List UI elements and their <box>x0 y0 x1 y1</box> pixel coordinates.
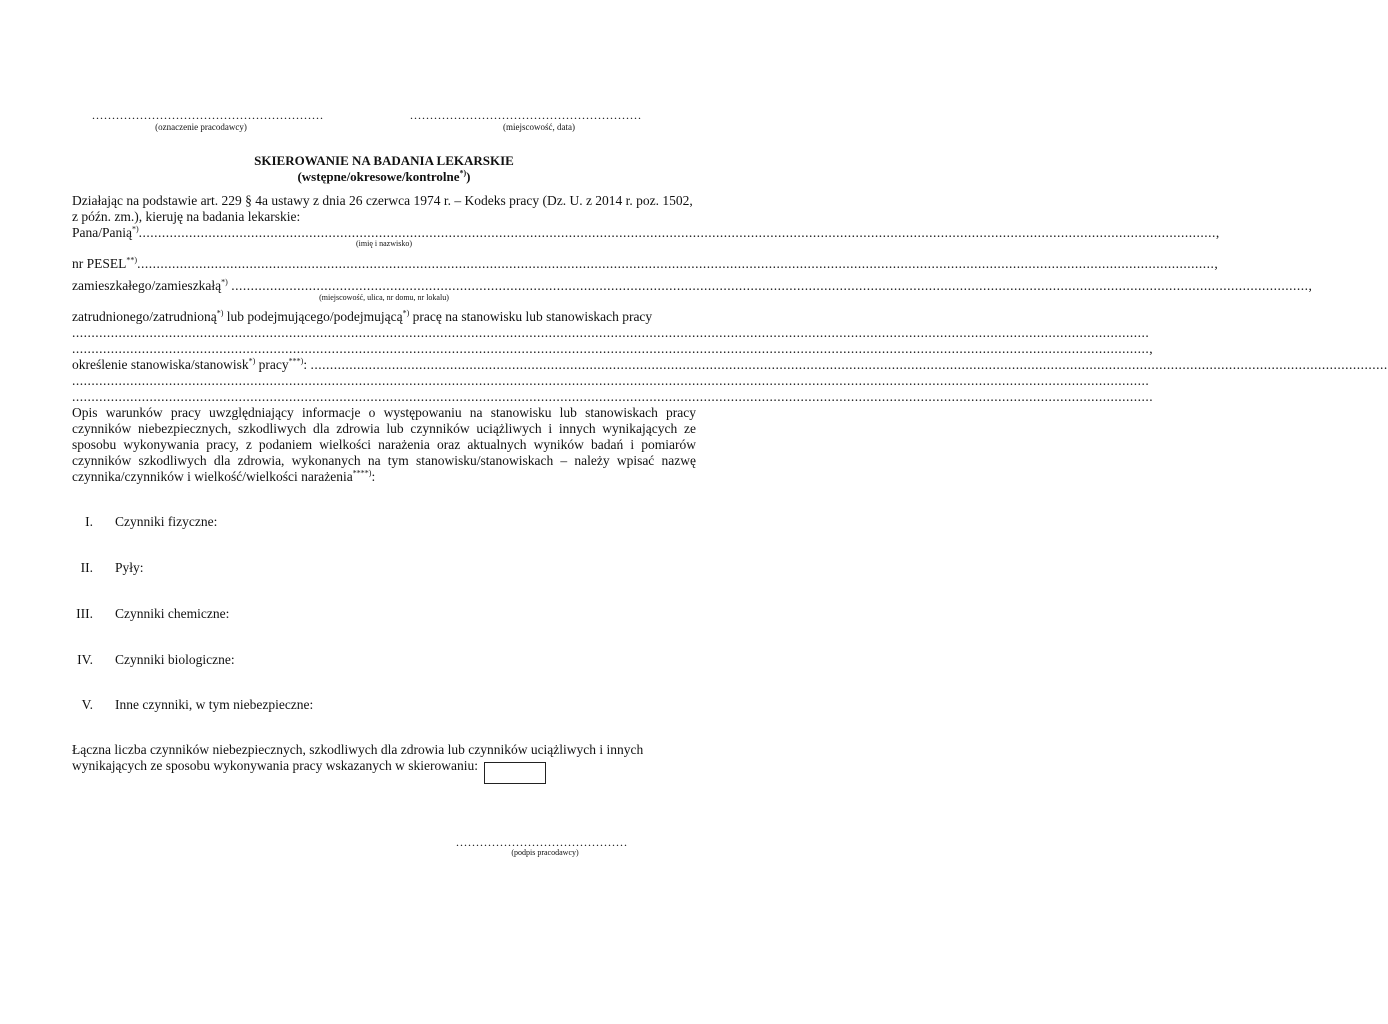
place-date-line[interactable]: .......................................................... <box>410 108 642 122</box>
factor-5-number: V. <box>81 697 93 712</box>
workplace-line-2[interactable]: ...................................................................................................................................................................................................................................................................................... , <box>72 341 1153 356</box>
name-label: Pana/Panią*) <box>72 224 139 240</box>
position-label: określenie stanowiska/stanowisk*) pracy***): <box>72 356 308 372</box>
employer-designation-line[interactable]: .......................................................... <box>92 108 324 122</box>
factor-2-number: II. <box>80 560 93 575</box>
name-dots: ...................................................................................................................................................................................................................................................................................... <box>138 225 1216 240</box>
intro-paragraph: Działając na podstawie art. 229 § 4a ustawy z dnia 26 czerwca 1974 r. – Kodeks pracy (Dz. U. z 2014 r. poz. 1502, z późn. zm.), kieruję na badania lekarskie: <box>72 193 693 224</box>
total-count-box[interactable] <box>484 762 546 784</box>
signature-caption: (podpis pracodawcy) <box>511 848 579 857</box>
factor-dusts: Pyły: <box>115 560 144 575</box>
pesel-dots: ...................................................................................................................................................................................................................................................................................... <box>137 256 1215 271</box>
employment-statement: zatrudnionego/zatrudnioną*) lub podejmującego/podejmującą*) pracę na stanowisku lub stanowiskach pracy <box>72 308 653 324</box>
name-caption: (imię i nazwisko) <box>356 239 412 248</box>
address-caption: (miejscowość, ulica, nr domu, nr lokalu) <box>319 293 449 302</box>
place-date-caption: (miejscowość, data) <box>503 122 575 132</box>
total-count-label-line1: Łączna liczba czynników niebezpiecznych, szkodliwych dla zdrowia lub czynników uciążliwych i innych <box>72 742 644 757</box>
address-field[interactable]: zamieszkałego/zamieszkałą*) ...................................................................................................................................................................................................................................................................................... , <box>72 277 1312 293</box>
address-dots: ...................................................................................................................................................................................................................................................................................... <box>231 278 1309 293</box>
document-subtitle: (wstępne/okresowe/kontrolne*)) <box>297 168 471 184</box>
factor-biological: Czynniki biologiczne: <box>115 652 235 667</box>
factor-other: Inne czynniki, w tym niebezpieczne: <box>115 697 314 712</box>
position-line-3[interactable]: ...................................................................................................................................................................................................................................................................................... . <box>72 389 1153 404</box>
address-label: zamieszkałego/zamieszkałą*) <box>72 277 228 293</box>
position-dots: ...................................................................................................................................................................................................................................................................................... <box>310 357 1388 372</box>
factor-1-number: I. <box>85 514 93 529</box>
factor-3-number: III. <box>76 606 93 621</box>
pesel-label: nr PESEL**) <box>72 255 138 271</box>
total-count-label-line2: wynikających ze sposobu wykonywania pracy wskazanych w skierowaniu: <box>72 758 479 773</box>
position-line-2[interactable]: ...................................................................................................................................................................................................................................................................................... <box>72 373 1150 388</box>
pesel-field[interactable]: nr PESEL**) ...................................................................................................................................................................................................................................................................................... , <box>72 255 1218 271</box>
factor-4-number: IV. <box>77 652 93 667</box>
employer-designation-caption: (oznaczenie pracodawcy) <box>155 122 247 132</box>
name-field[interactable]: Pana/Panią*) ...................................................................................................................................................................................................................................................................................... , <box>72 224 1220 240</box>
signature-line[interactable]: ........................................... <box>456 835 628 849</box>
factor-physical: Czynniki fizyczne: <box>115 514 218 529</box>
factor-chemical: Czynniki chemiczne: <box>115 606 230 621</box>
work-conditions-description: Opis warunków pracy uwzględniający informacje o występowaniu na stanowisku lub stanowiskach pracy czynników niebezpiecznych, szkodliwych dla zdrowia lub czynników uciążliwych i innych wynikających ze sposobu wykonywania pracy, z podaniem wielkości narażenia oraz aktualnych wyników badań i pomiarów czynników szkodliwych dla zdrowia, wykonanych na tym stanowisku/stanowiskach – należy wpisać nazwę czynnika/czynników i wielkość/wielkości narażenia****): <box>72 405 696 484</box>
workplace-line-1[interactable]: ...................................................................................................................................................................................................................................................................................... <box>72 325 1150 340</box>
position-field[interactable] <box>72 356 1388 373</box>
document-title: SKIEROWANIE NA BADANIA LEKARSKIE <box>254 153 514 168</box>
